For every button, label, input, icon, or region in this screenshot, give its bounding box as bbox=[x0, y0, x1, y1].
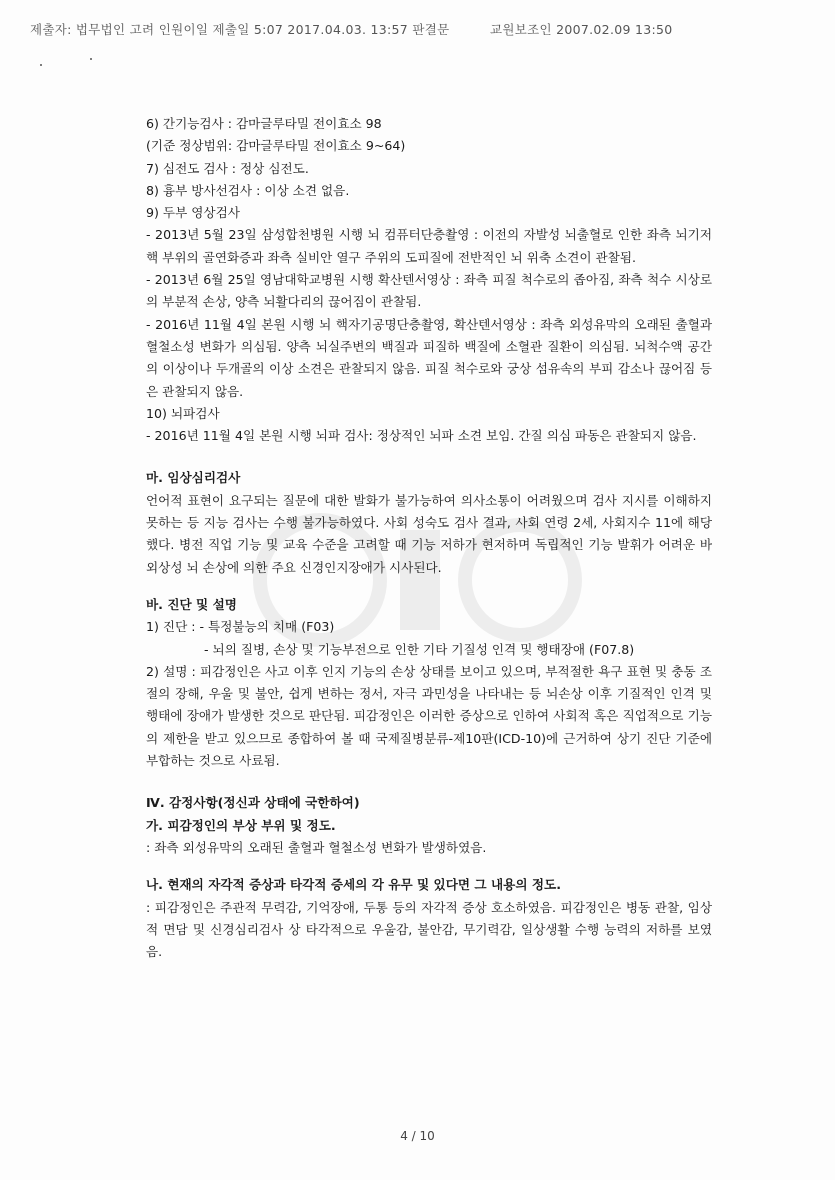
diagnosis-item-1: 1) 진단 : - 특정불능의 치매 (F03) bbox=[146, 619, 335, 635]
eeg-title: 10) 뇌파검사 bbox=[146, 405, 220, 421]
head-imaging-item: - 2013년 6월 25일 영남대학교병원 시행 확산텐서영상 : 좌측 피질 척수로의 좁아짐, 좌측 척수 시상로의 부분적 손상, 양측 뇌활다리의 끊어짐이 관찰됨. bbox=[146, 272, 712, 310]
chest-xray-line: 8) 흉부 방사선검사 : 이상 소견 없음. bbox=[146, 182, 350, 198]
question-1-heading: 가. 피감정인의 부상 부위 및 정도. bbox=[146, 817, 336, 833]
fax-header-right: 교원보조인 2007.02.09 13:50 bbox=[490, 22, 673, 37]
question-2-answer: : 피감정인은 주관적 무력감, 기억장애, 두통 등의 자각적 증상 호소하였음. 피감정인은 병동 관찰, 임상적 면담 및 신경심리검사 상 타각적으로 우울감, 불안감, 무기력감, 일상생활 수행 능력의 저하를 보였음. bbox=[146, 899, 712, 960]
fax-header-left: 제출자: 법무법인 고려 인원이일 제출일 5:07 2017.04.03. 13:57 판결문 bbox=[30, 22, 450, 37]
document-body bbox=[146, 113, 712, 963]
diagnosis-item-2: - 뇌의 질병, 손상 및 기능부전으로 인한 기타 기질성 인격 및 행태장애 (F07.8) bbox=[204, 641, 635, 657]
head-imaging-item: - 2013년 5월 23일 삼성합천병원 시행 뇌 컴퓨터단층촬영 : 이전의 자발성 뇌출혈로 인한 좌측 뇌기저핵 부위의 골연화증과 좌측 실비안 열구 주위의 도피질에 전반적인 뇌 위축 소견이 관찰됨. bbox=[146, 227, 712, 265]
page-number: 4 / 10 bbox=[400, 1129, 435, 1143]
liver-test-line: 6) 간기능검사 : 감마글루타밀 전이효소 98 bbox=[146, 116, 382, 131]
head-imaging-title: 9) 두부 영상검사 bbox=[146, 205, 240, 221]
diagnosis-explanation: 2) 설명 : 피감정인은 사고 이후 인지 기능의 손상 상태를 보이고 있으며, 부적절한 욕구 표현 및 충동 조절의 장해, 우울 및 불안, 쉽게 변하는 정서, 자극 과민성을 나타내는 등 뇌손상 이후 기질적인 인격 및 행태에 장애가 발생한 것으로 판단됨. 피감정인은 이러한 증상으로 인하여 사회적 혹은 직업적으로 기능의 제한을 받고 있으므로 종합하여 볼 때 국제질병분류-제10판(ICD-10)에 근거하여 상기 진단 기준에 부합하는 것으로 사료됨. bbox=[146, 663, 712, 769]
opinion-heading: Ⅳ. 감정사항(정신과 상태에 국한하여) bbox=[146, 795, 360, 811]
head-imaging-item: - 2016년 11월 4일 본원 시행 뇌 핵자기공명단층촬영, 확산텐서영상 : 좌측 외성유막의 오래된 출혈과 혈철소성 변화가 의심됨. 양측 뇌실주변의 백질과 피질하 백질에 소혈관 질환이 의심됨. 뇌척수액 공간의 이상이나 두개골의 이상 소견은 관찰되지 않음. 피질 척수로와 궁상 섬유속의 부피 감소나 끊어짐 등은 관찰되지 않음. bbox=[146, 316, 712, 399]
question-1-answer: : 좌측 외성유막의 오래된 출혈과 혈철소성 변화가 발생하였음. bbox=[146, 839, 487, 855]
eeg-item: - 2016년 11월 4일 본원 시행 뇌파 검사: 정상적인 뇌파 소견 보임. 간질 의심 파동은 관찰되지 않음. bbox=[146, 428, 697, 444]
ecg-line: 7) 심전도 검사 : 정상 심전도. bbox=[146, 160, 309, 176]
scan-speck bbox=[90, 58, 92, 60]
psych-heading: 마. 임상심리검사 bbox=[146, 470, 241, 486]
diagnosis-heading: 바. 진단 및 설명 bbox=[146, 596, 237, 612]
psych-body: 언어적 표현이 요구되는 질문에 대한 발화가 불가능하여 의사소통이 어려웠으며 검사 지시를 이해하지 못하는 등 지능 검사는 수행 불가능하였다. 사회 성숙도 검사 결과, 사회 연령 2세, 사회지수 11에 해당했다. 병전 직업 기능 및 교육 수준을 고려할 때 기능 저하가 현저하며 독립적인 기능 발휘가 어려운 바 외상성 뇌 손상에 의한 주요 신경인지장애가 시사된다. bbox=[146, 492, 712, 575]
question-2-heading: 나. 현재의 자각적 증상과 타각적 증세의 각 유무 및 있다면 그 내용의 정도. bbox=[146, 877, 561, 893]
scan-speck bbox=[40, 64, 42, 66]
liver-range-line: (기준 정상범위: 감마글루타밀 전이효소 9~64) bbox=[146, 138, 406, 154]
